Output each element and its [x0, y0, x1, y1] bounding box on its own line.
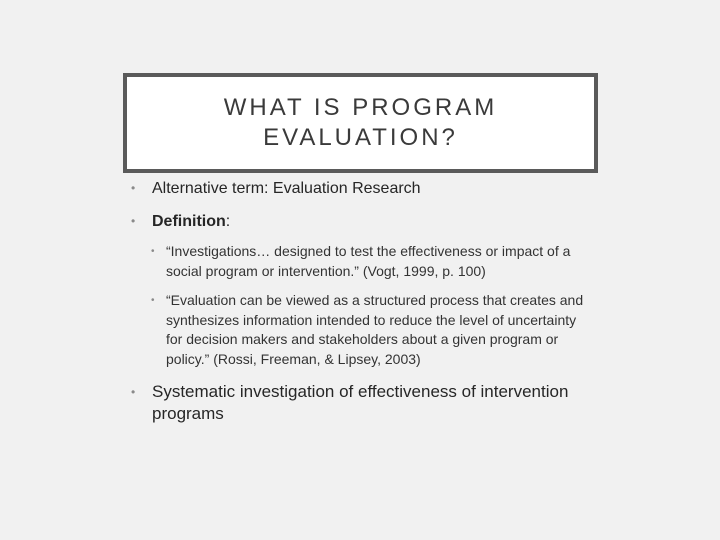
- slide-title: WHAT IS PROGRAM EVALUATION?: [223, 94, 498, 151]
- bullet-alternative-term: [128, 178, 588, 199]
- definition-label: Definition: [152, 213, 226, 230]
- bullet-systematic-investigation: [128, 381, 588, 425]
- bullet-list: [128, 178, 588, 425]
- sub-bullet-text: “Evaluation can be viewed as a structured process that creates and synthesizes information intended to reduce the level of uncertainty for decision makers and stakeholders about a given program or policy.” (Rossi, Freeman, & Lipsey, 2003): [166, 292, 584, 367]
- title-box: [123, 73, 598, 173]
- definition-colon: :: [225, 213, 231, 230]
- bullet-definition: [128, 211, 588, 232]
- bullet-text: Systematic investigation of effectiveness of intervention programs: [152, 382, 569, 423]
- sub-bullet-vogt-quote: [148, 242, 588, 281]
- bullet-text: Alternative term: Evaluation Research: [152, 180, 421, 197]
- sub-bullet-text: “Investigations… designed to test the effectiveness or impact of a social program or intervention.” (Vogt, 1999, p. 100): [166, 243, 571, 279]
- sub-bullet-rossi-quote: [148, 291, 588, 369]
